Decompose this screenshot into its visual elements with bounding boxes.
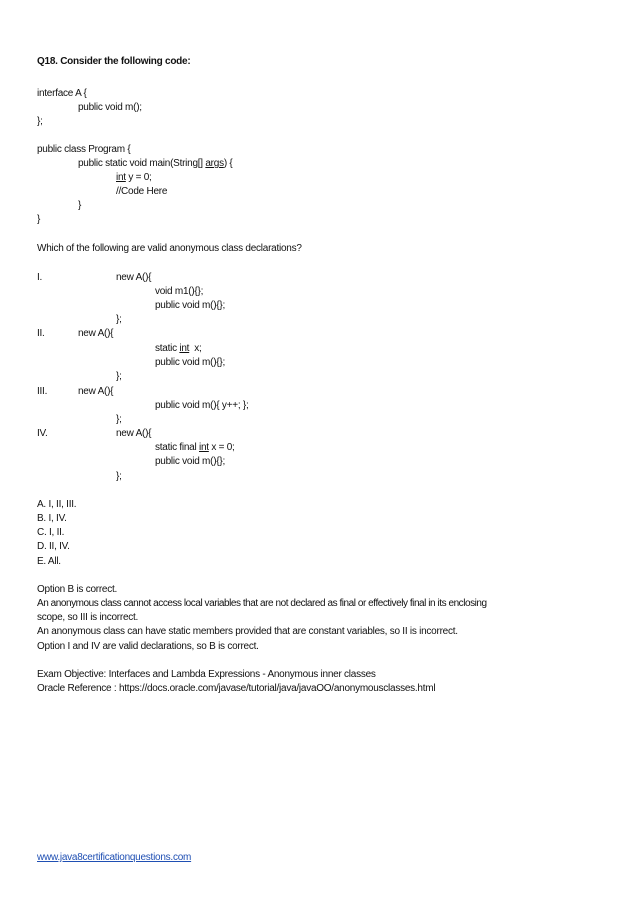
option-ii-number: II.	[37, 328, 45, 339]
code-line-8: }	[78, 200, 82, 211]
option-i-number: I.	[37, 272, 43, 283]
option-iv-line-2: static final int x = 0;	[155, 442, 235, 453]
option-iii-line-1: new A(){	[78, 386, 114, 397]
option-ii-line-3: public void m(){};	[155, 357, 225, 368]
answer-a: A. I, II, III.	[37, 499, 77, 510]
option-ii-line-4: };	[116, 371, 122, 382]
code-line-4: public class Program {	[37, 144, 131, 155]
option-i-line-2: void m1(){};	[155, 286, 204, 297]
code-line-7: //Code Here	[116, 186, 168, 197]
option-iv-line-4: };	[116, 471, 122, 482]
option-iii-line-2: public void m(){ y++; };	[155, 400, 249, 411]
exam-objective: Exam Objective: Interfaces and Lambda Expressions - Anonymous inner classes	[37, 669, 376, 680]
answer-e: E. All.	[37, 556, 61, 567]
answer-b: B. I, IV.	[37, 513, 67, 524]
option-iv-line-1: new A(){	[116, 428, 152, 439]
explanation-line-2: An anonymous class cannot access local variables that are not declared as final or effectively final in its enclosing	[37, 598, 487, 609]
option-iii-line-4: };	[116, 414, 122, 425]
explanation-line-3: scope, so III is incorrect.	[37, 612, 139, 623]
oracle-reference: Oracle Reference : https://docs.oracle.com/javase/tutorial/java/javaOO/anonymousclasses.html	[37, 683, 436, 694]
explanation-line-1: Option B is correct.	[37, 584, 118, 595]
option-iv-number: IV.	[37, 428, 48, 439]
option-iv-line-3: public void m(){};	[155, 456, 225, 467]
option-i-line-1: new A(){	[116, 272, 152, 283]
answer-c: C. I, II.	[37, 527, 65, 538]
code-line-6: int y = 0;	[116, 172, 152, 183]
option-iii-number: III.	[37, 386, 48, 397]
question-title: Q18. Consider the following code:	[37, 56, 191, 67]
explanation-line-4: An anonymous class can have static members provided that are constant variables, so II is incorrect.	[37, 626, 458, 637]
code-line-9: }	[37, 214, 41, 225]
explanation-line-5: Option I and IV are valid declarations, so B is correct.	[37, 641, 259, 652]
answer-d: D. II, IV.	[37, 541, 70, 552]
option-ii-line-1: new A(){	[78, 328, 114, 339]
option-i-line-4: };	[116, 314, 122, 325]
code-line-1: interface A {	[37, 88, 87, 99]
code-line-2: public void m();	[78, 102, 142, 113]
option-i-line-3: public void m(){};	[155, 300, 225, 311]
question-prompt: Which of the following are valid anonymous class declarations?	[37, 243, 302, 254]
option-ii-line-2: static int x;	[155, 343, 202, 354]
code-line-3: };	[37, 116, 43, 127]
code-line-5: public static void main(String[] args) {	[78, 158, 233, 169]
footer-website-link[interactable]: www.java8certificationquestions.com	[37, 852, 192, 863]
